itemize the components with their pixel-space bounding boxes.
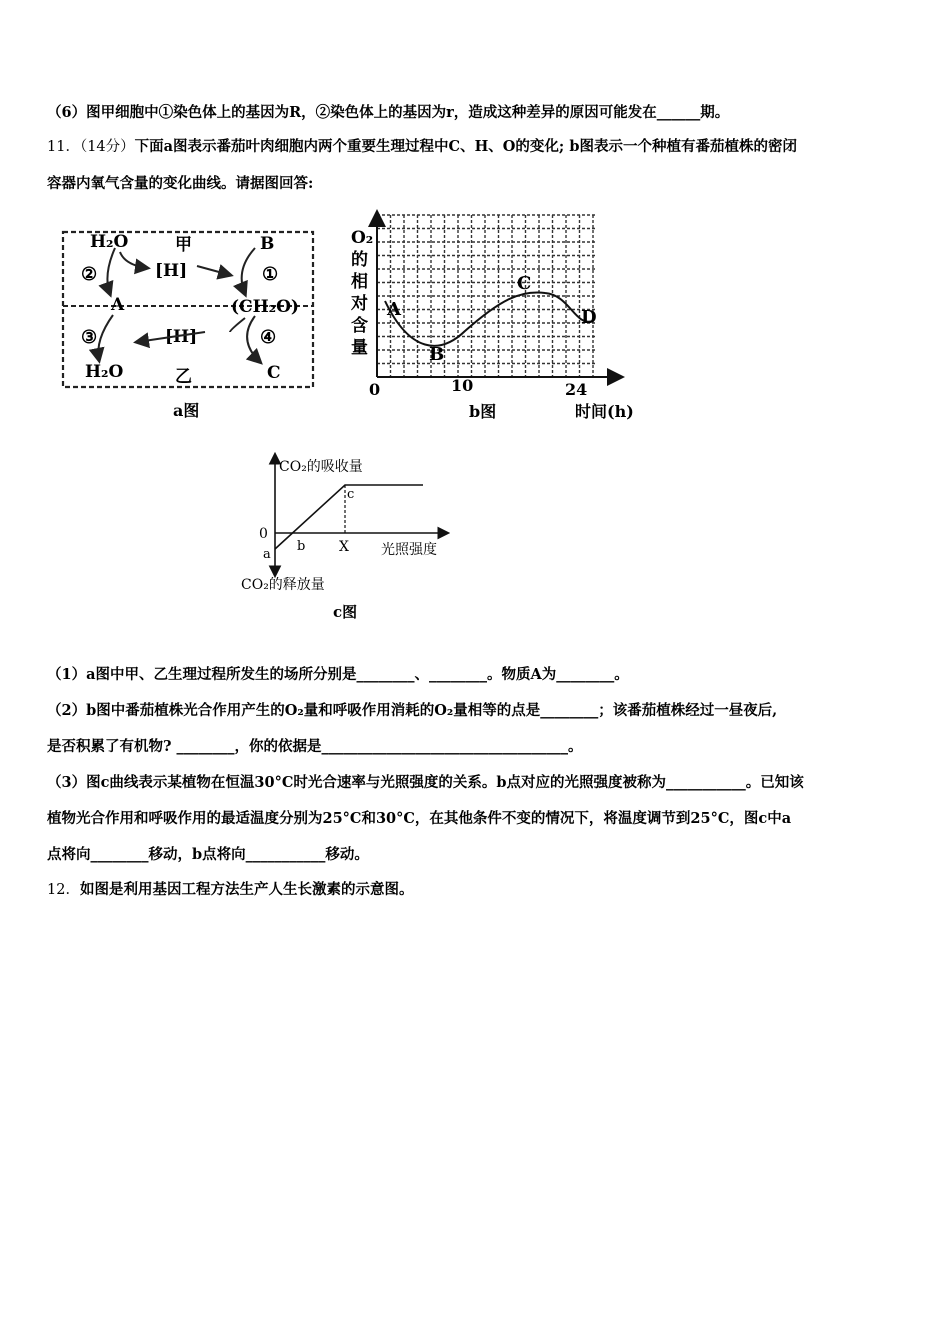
fig-b-point-d: D [581, 307, 597, 328]
fig-a-arrow-h2o-h [120, 252, 147, 268]
fig-a-a: A [111, 295, 125, 315]
fig-b-curve [385, 292, 593, 345]
q11-part3-line2: 植物光合作用和呼吸作用的最适温度分别为25°C和30°C，在其他条件不变的情况下，将温度调节到25°C，图c中a [47, 810, 792, 827]
fig-b-origin: 0 [369, 380, 381, 399]
fig-b-ylabel-4: 含 [351, 316, 368, 336]
fig-c-c: c [347, 487, 355, 502]
fig-a-arrow-ch2o-start [230, 318, 245, 332]
fig-a-circle1: ① [262, 264, 279, 285]
fig-a-arrow-h2o-a [107, 248, 115, 294]
fig-b-point-c: C [517, 273, 532, 294]
q11-part1: （1）a图中甲、乙生理过程所发生的场所分别是________、________。物质A为________。 [47, 666, 629, 683]
fig-c-a: a [263, 547, 271, 562]
fig-a-jia: 甲 [175, 235, 192, 255]
fig-c-x: X [339, 539, 349, 555]
fig-c-caption: c图 [333, 603, 358, 621]
fig-a-yi: 乙 [175, 367, 192, 387]
q12-number: 12． [47, 882, 80, 898]
fig-c-y-bottom: CO₂的释放量 [241, 577, 325, 593]
fig-b-tick-10: 10 [451, 376, 474, 395]
q11-intro-line1 [47, 137, 797, 157]
q11-part3-line3: 点将向________移动，b点将向___________移动。 [47, 846, 369, 863]
q11-part2-line1: （2）b图中番茄植株光合作用产生的O₂量和呼吸作用消耗的O₂量相等的点是________；该番茄植株经过一昼夜后, [47, 702, 778, 719]
fig-b-ylabel-2: 相 [351, 272, 368, 292]
fig-b-point-a: A [387, 299, 401, 320]
fig-c-b: b [297, 539, 306, 554]
fig-b-xlabel: 时间(h) [575, 402, 634, 421]
fig-a-h-top: [H] [155, 261, 188, 281]
fig-a-caption: a图 [173, 401, 200, 420]
figure-c [235, 445, 475, 630]
figure-b [345, 205, 650, 430]
fig-a-h-bottom: [H] [165, 327, 198, 347]
fig-b-ylabel-0: O₂ [351, 228, 374, 248]
fig-a-c: C [267, 363, 281, 383]
fig-b-tick-24: 24 [565, 380, 588, 399]
q11-intro-line2: 容器内氧气含量的变化曲线。请据图回答: [47, 175, 314, 192]
fig-a-arrow-a-h2o [98, 315, 113, 360]
fig-a-h2o-bottom: H₂O [85, 362, 124, 382]
fig-b-ylabel [351, 228, 373, 358]
q11-intro-text: 下面a图表示番茄叶肉细胞内两个重要生理过程中C、H、O的变化; b图表示一个种植有番茄植株的密闭 [134, 138, 797, 155]
fig-c-origin: 0 [259, 526, 268, 542]
figure-a [55, 220, 320, 425]
fig-b-ylabel-3: 对 [351, 294, 368, 314]
q11-part2-line2: 是否积累了有机物? ________，你的依据是__________________________________。 [47, 738, 583, 755]
q12-line [47, 880, 413, 900]
fig-c-y-top: CO₂的吸收量 [279, 459, 363, 475]
fig-b-point-b: B [429, 344, 445, 365]
q11-part3-line1: （3）图c曲线表示某植物在恒温30°C时光合速率与光照强度的关系。b点对应的光照强度被称为___________。已知该 [47, 774, 804, 791]
q12-text: 如图是利用基因工程方法生产人生长激素的示意图。 [79, 881, 414, 898]
fig-a-arrow-ch2o-c [247, 316, 260, 362]
fig-a-circle3: ③ [81, 327, 98, 348]
fig-a-ch2o: (CH₂O) [231, 297, 299, 317]
q10-part6: （6）图甲细胞中①染色体上的基因为R，②染色体上的基因为r，造成这种差异的原因可能发在______期。 [47, 104, 730, 121]
fig-a-b: B [260, 234, 275, 254]
fig-b-ylabel-5: 量 [351, 338, 368, 358]
fig-a-circle4: ④ [260, 327, 277, 348]
fig-a-arrow-b-ch2o [242, 248, 255, 294]
q11-number: 11．（14分） [47, 139, 135, 155]
fig-a-circle2: ② [81, 264, 98, 285]
fig-b-ylabel-1: 的 [351, 250, 368, 270]
fig-b-grid [377, 215, 597, 377]
fig-a-arrow-h-ch2o [197, 266, 230, 275]
fig-c-x-label: 光照强度 [381, 542, 437, 558]
fig-a-h2o-top: H₂O [90, 232, 129, 252]
fig-b-caption: b图 [469, 402, 497, 421]
